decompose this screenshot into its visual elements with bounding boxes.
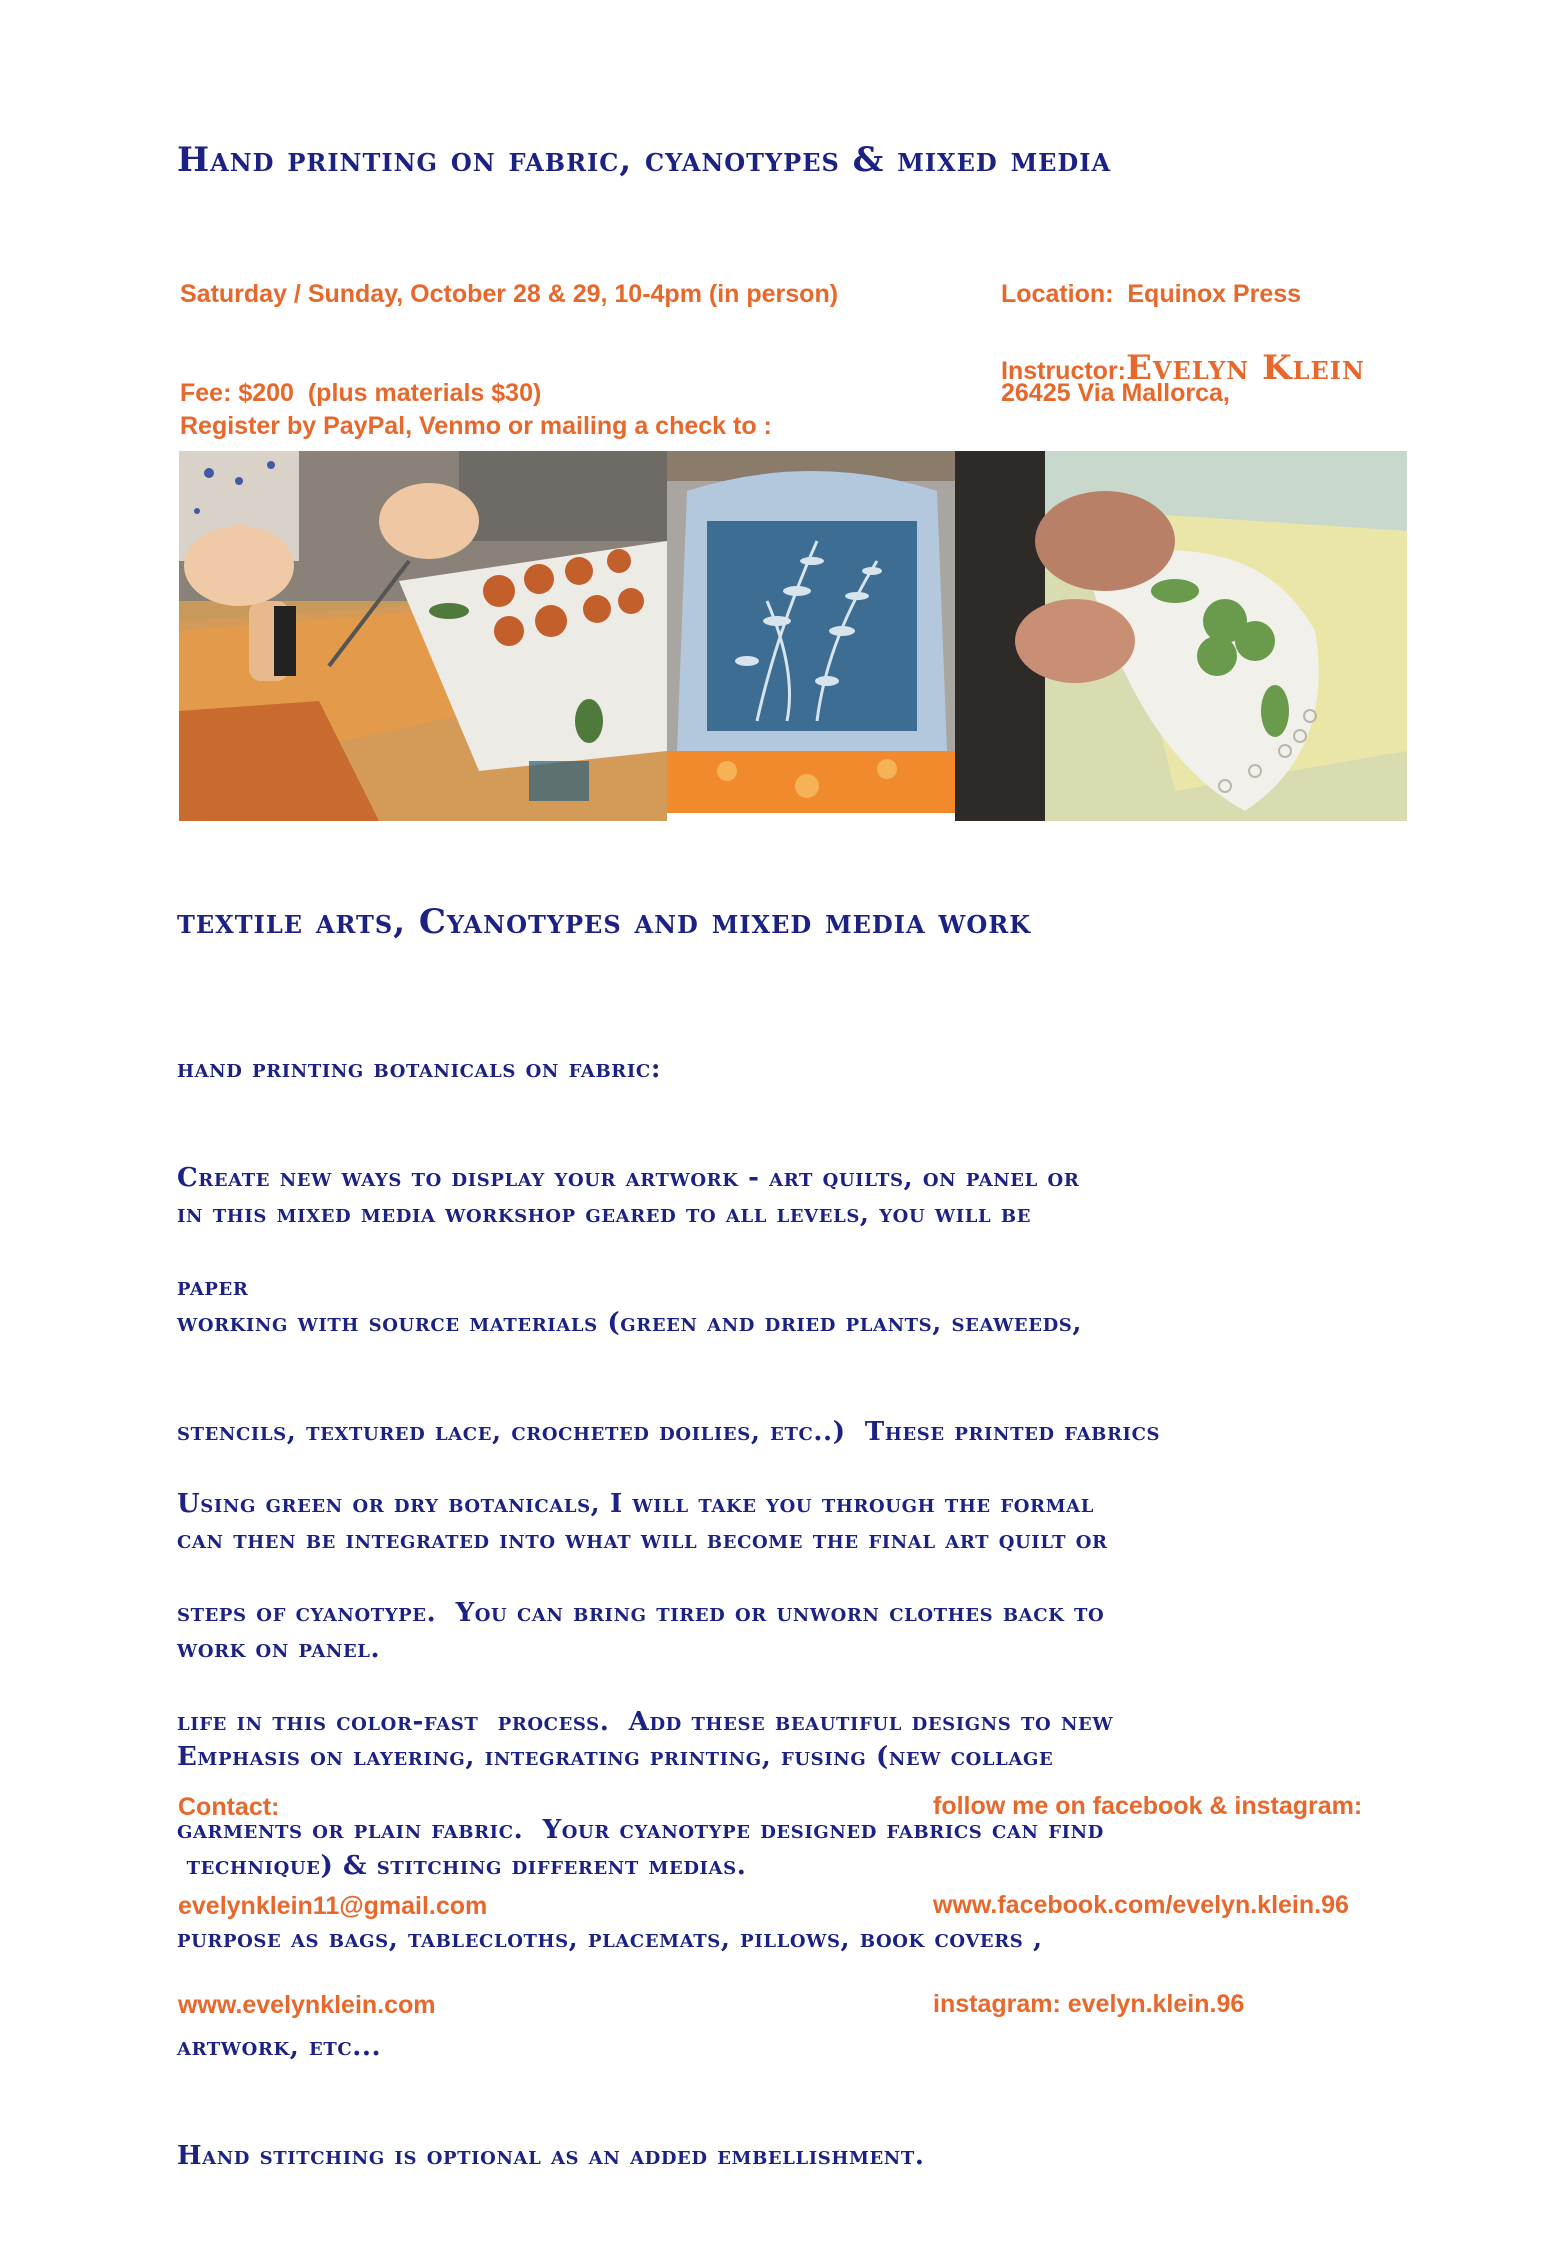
paragraph-line: technique) & stitching different medias.: [177, 1851, 747, 1882]
photo-printing-botanicals: [179, 451, 667, 821]
paragraph-line: hand printing botanicals on fabric:: [177, 1054, 662, 1085]
photo-strip: [179, 451, 1407, 821]
paragraph-line: purpose as bags, tablecloths, placemats, pillows, book covers ,: [177, 1923, 1043, 1954]
photo-cyanotype-jacket: [667, 451, 957, 813]
facebook-link[interactable]: www.facebook.com/evelyn.klein.96: [933, 1891, 1349, 1919]
social-label: follow me on facebook & instagram:: [933, 1792, 1363, 1820]
location-street: 26425 Via Mallorca,: [1001, 379, 1230, 407]
paragraph-line: Create new ways to display your artwork - art quilts, on panel or: [177, 1163, 1080, 1194]
schedule-dates: Saturday / Sunday, October 28 & 29, 10-4pm (in person): [180, 280, 839, 308]
instagram-link[interactable]: instagram: evelyn.klein.96: [933, 1990, 1245, 2018]
contact-website-link[interactable]: www.evelynklein.com: [178, 1991, 436, 2019]
paragraph-line: artwork, etc...: [177, 2032, 382, 2063]
paragraph-line: working with source materials (green and dried plants, seaweeds,: [177, 1308, 1083, 1339]
registration-method: Register by PayPal, Venmo or mailing a check to :: [180, 412, 772, 440]
contact-email-link[interactable]: evelynklein11@gmail.com: [178, 1892, 488, 1920]
paragraph-line: paper: [177, 1271, 249, 1302]
instructor-line: [1001, 348, 1365, 388]
paragraph-line: stencils, textured lace, crocheted doilies, etc..) These printed fabrics: [177, 1416, 1161, 1447]
contact-label: Contact:: [178, 1793, 280, 1821]
contact-block: [178, 1725, 487, 2088]
paragraph-line: Using green or dry botanicals, I will take you through the formal: [177, 1489, 1094, 1520]
page-title: Hand printing on fabric, cyanotypes & mixed media: [177, 140, 1112, 180]
location-name: Location: Equinox Press: [1001, 280, 1302, 308]
paragraph-line: in this mixed media workshop geared to all levels, you will be: [177, 1199, 1032, 1230]
section-title: textile arts, Cyanotypes and mixed media work: [177, 902, 1032, 942]
paragraph-line: Emphasis on layering, integrating printing, fusing (new collage: [177, 1742, 1054, 1773]
paragraph-line: work on panel.: [177, 1633, 381, 1664]
social-block: [933, 1724, 1362, 2087]
paragraph-line: can then be integrated into what will become the final art quilt or: [177, 1525, 1108, 1556]
paragraph-line: steps of cyanotype. You can bring tired or unworn clothes back to: [177, 1598, 1105, 1629]
photo-doily-leaves: [955, 451, 1407, 821]
paragraph-line: life in this color-fast process. Add these beautiful designs to new: [177, 1706, 1114, 1737]
instructor-label: Instructor:: [1001, 357, 1126, 385]
paragraph-line: Hand stitching is optional as an added embellishment.: [177, 2141, 925, 2172]
schedule-fee: Fee: $200 (plus materials $30): [180, 379, 542, 407]
instructor-name: Evelyn Klein: [1126, 348, 1365, 388]
paragraph-line: garments or plain fabric. Your cyanotype designed fabrics can find: [177, 1815, 1104, 1846]
